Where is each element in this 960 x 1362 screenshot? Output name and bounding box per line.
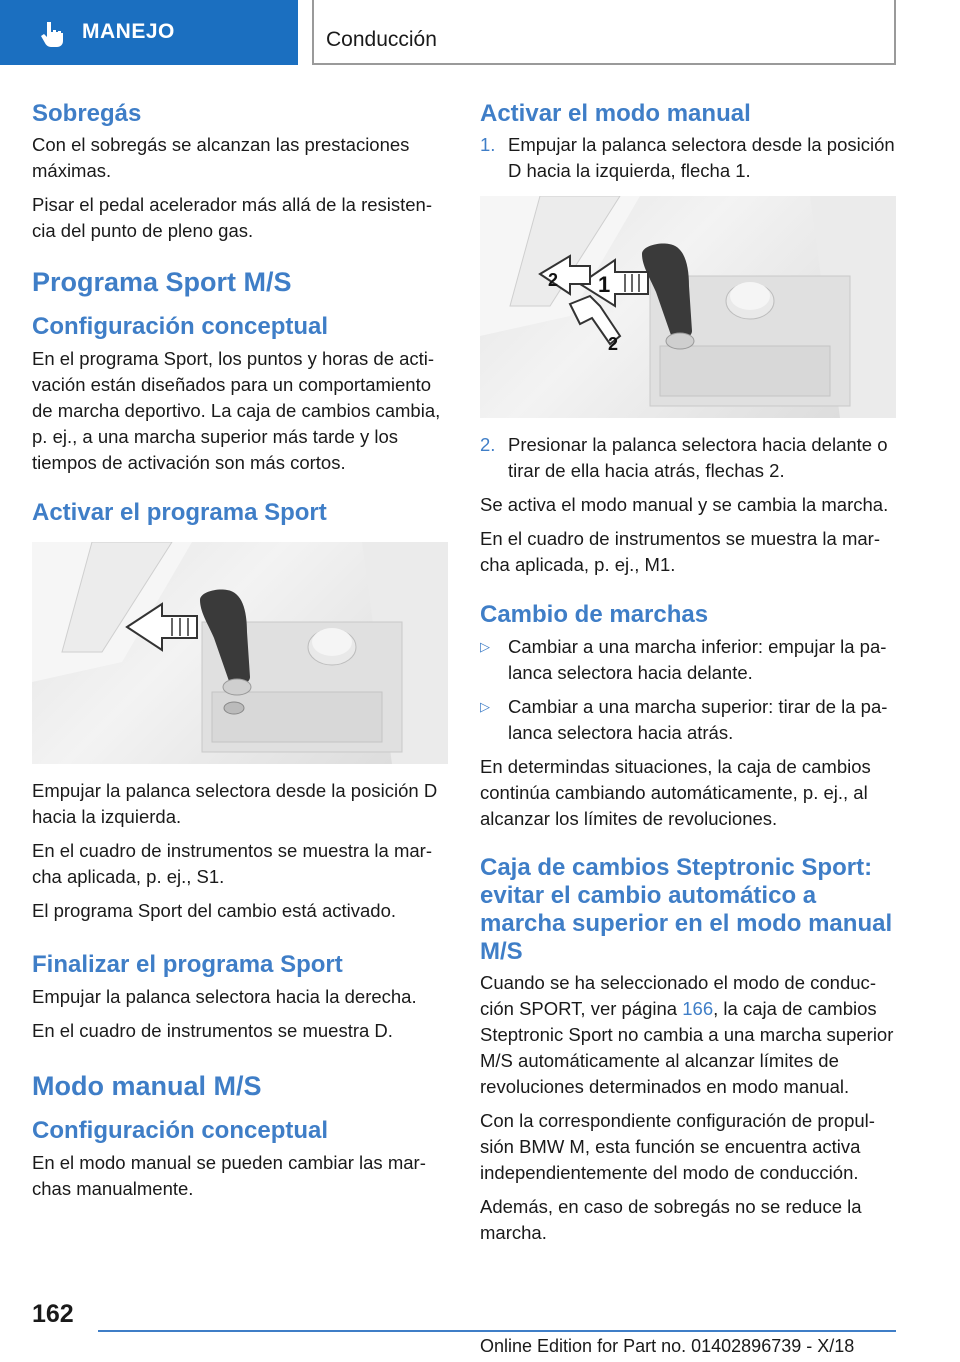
manual-selector-figure bbox=[480, 196, 896, 418]
step-text: Presionar la palanca selectora hacia delante o tirar de ella hacia atrás, flechas 2. bbox=[508, 434, 888, 481]
step-1 bbox=[480, 132, 896, 184]
manual-gear-illustration bbox=[480, 196, 896, 418]
left-column bbox=[32, 100, 448, 1210]
steptronic-text-a: Cuando se ha seleccionado el modo de conducción SPORT, ver página bbox=[480, 972, 876, 1019]
manual-concept-paragraph: En el modo manual se pueden cambiar las marchas manualmente. bbox=[32, 1152, 426, 1199]
triangle-bullet-icon: ▷ bbox=[480, 639, 490, 654]
step-number: 2. bbox=[480, 434, 496, 455]
activate-sport-paragraph-1: Empujar la palanca selectora desde la posición D hacia la izquierda. bbox=[32, 780, 438, 827]
finish-sport-paragraph-2: En el cuadro de instrumentos se muestra D. bbox=[32, 1020, 393, 1041]
steptronic-text-b: , la caja de cambios Steptronic Sport no cambia a una marcha superior M/S automáticamente al alcanzar límites de revoluciones determinados en modo manual. bbox=[480, 998, 894, 1097]
hand-pointer-icon bbox=[38, 18, 68, 48]
activate-manual-heading: Activar el modo manual bbox=[480, 100, 751, 127]
concept-heading: Configuración conceptual bbox=[32, 313, 329, 340]
step-number: 1. bbox=[480, 134, 496, 155]
gear-selector-illustration bbox=[32, 542, 448, 764]
gear-change-list bbox=[480, 634, 896, 746]
gear-change-heading: Cambio de marchas bbox=[480, 601, 709, 628]
finish-sport-heading: Finalizar el programa Sport bbox=[32, 951, 343, 978]
gear-change-item-down bbox=[480, 634, 896, 686]
manual-display-paragraph: En el cuadro de instrumentos se muestra la marcha aplicada, p. ej., M1. bbox=[480, 528, 880, 575]
chapter-header bbox=[312, 0, 896, 65]
page-number: 162 bbox=[32, 1300, 74, 1328]
steptronic-paragraph-2: Con la correspondiente configuración de propulsión BMW M, esta función se encuentra activa independientemente del modo de conducción. bbox=[480, 1110, 875, 1183]
step-2 bbox=[480, 432, 896, 484]
sport-program-heading: Programa Sport M/S bbox=[32, 267, 292, 297]
steptronic-paragraph-3: Además, en caso de sobregás no se reduce la marcha. bbox=[480, 1196, 862, 1243]
page-reference-link[interactable]: 166 bbox=[682, 998, 714, 1019]
bullet-text: Cambiar a una marcha inferior: empujar la palanca selectora hacia delante. bbox=[508, 636, 887, 683]
arrow-label-2-top: 2 bbox=[548, 270, 559, 290]
chapter-title: Conducción bbox=[326, 28, 437, 51]
activate-manual-steps-cont bbox=[480, 432, 896, 484]
sobregas-heading: Sobregás bbox=[32, 100, 142, 127]
steptronic-paragraph-1 bbox=[480, 970, 896, 1100]
edition-note: Online Edition for Part no. 01402896739 - X/18 bbox=[480, 1336, 855, 1356]
gear-change-item-up bbox=[480, 694, 896, 746]
manual-mode-heading: Modo manual M/S bbox=[32, 1071, 262, 1101]
concept-paragraph: En el programa Sport, los puntos y horas de activación están diseñados para un comportamiento de marcha deportivo. La caja de cambios cambia, p. ej., a una marcha superior más tarde y los tiempos de activación son más cortos. bbox=[32, 348, 441, 473]
activate-manual-steps bbox=[480, 132, 896, 184]
section-tab bbox=[0, 0, 298, 65]
manual-concept-heading: Configuración conceptual bbox=[32, 1117, 329, 1144]
step-text: Empujar la palanca selectora desde la posición D hacia la izquierda, flecha 1. bbox=[508, 134, 895, 181]
gear-change-paragraph: En determindas situaciones, la caja de cambios continúa cambiando automáticamente, p. ej., al alcanzar los límites de revoluciones. bbox=[480, 756, 871, 829]
finish-sport-paragraph-1: Empujar la palanca selectora hacia la derecha. bbox=[32, 986, 417, 1007]
arrow-label-1: 1 bbox=[598, 272, 611, 297]
steptronic-heading: Caja de cambios Steptronic Sport: evitar el cambio automático a marcha superior en el modo manual M/S bbox=[480, 854, 893, 965]
sobregas-paragraph-2: Pisar el pedal acelerador más allá de la resistencia del punto de pleno gas. bbox=[32, 194, 433, 241]
arrow-label-2-bottom: 2 bbox=[608, 334, 619, 354]
section-title: MANEJO bbox=[82, 20, 175, 43]
activate-sport-paragraph-2: En el cuadro de instrumentos se muestra la marcha aplicada, p. ej., S1. bbox=[32, 840, 432, 887]
triangle-bullet-icon: ▷ bbox=[480, 699, 490, 714]
sport-selector-figure bbox=[32, 542, 448, 764]
bullet-text: Cambiar a una marcha superior: tirar de la palanca selectora hacia atrás. bbox=[508, 696, 888, 743]
footer-divider bbox=[98, 1330, 896, 1332]
right-column bbox=[480, 100, 896, 1254]
manual-active-paragraph: Se activa el modo manual y se cambia la marcha. bbox=[480, 494, 889, 515]
sobregas-paragraph-1: Con el sobregás se alcanzan las prestaciones máximas. bbox=[32, 134, 410, 181]
activate-sport-paragraph-3: El programa Sport del cambio está activado. bbox=[32, 900, 397, 921]
activate-sport-heading: Activar el programa Sport bbox=[32, 499, 327, 526]
